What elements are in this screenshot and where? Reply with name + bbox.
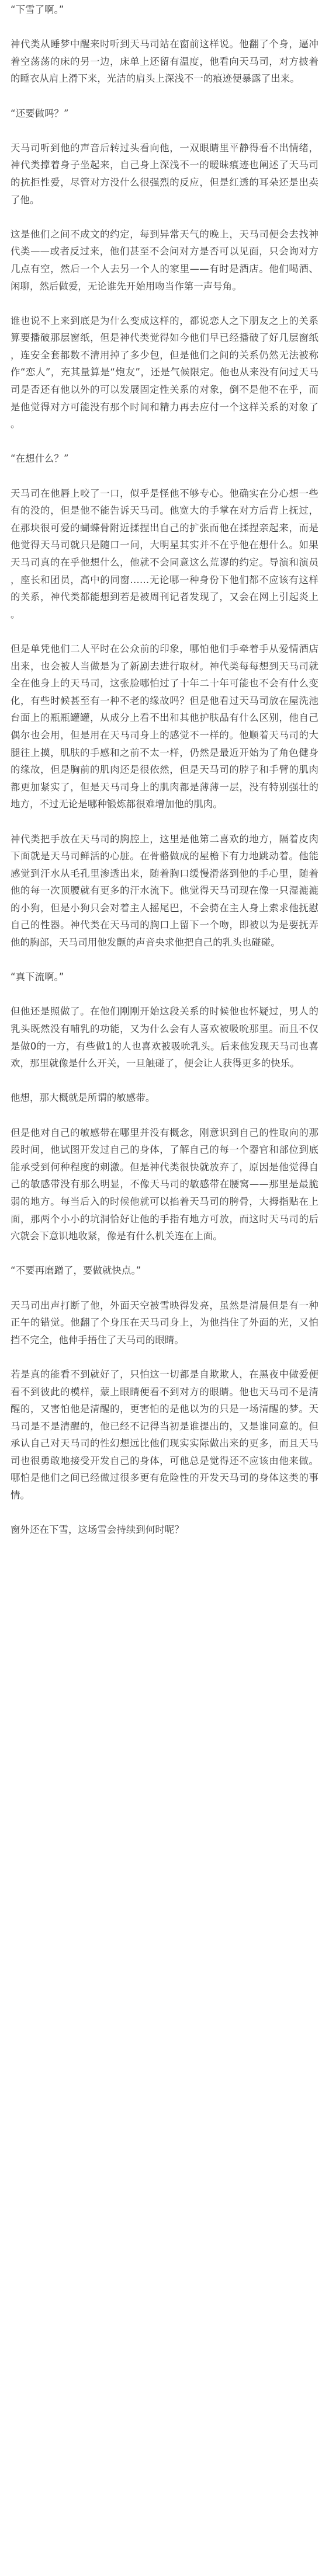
paragraph: 若是真的能看不到就好了，只怕这一切都是自欺欺人，在黑夜中做爱便看不到彼此的模样，蒙上眼睛便看不到对方的眼睛。他也天马司不是清醒的，又害怕他是清醒的，更害怕的是他以为的只是一场清醒的梦。天马司是不是清醒的，他已经不记得当初是谁提出的，又是谁同意的。但承认自己对天马司的性幻想远比他们现实实际做出来的更多，而且天马司也很勇敢地接受开发自己的身体，可他总是觉得还不应该由他来做。哪怕是他们之间已经做过很多更有危险性的开发天马司的身体这类的事情。 xyxy=(11,1368,318,1501)
paragraph: 但他还是照做了。在他们刚刚开始这段关系的时候他也怀疑过，男人的乳头既然没有哺乳的功能，又为什么会有人喜欢被吸吮那里。而且不仅是做0的一方，有些做1的人也喜欢被吸吮乳头。后来他发现天马司也喜欢，那里就像是什么开关，一旦触碰了，便会让人获得更多的快乐。 xyxy=(11,1006,318,1069)
paragraph: 天马司在他唇上咬了一口，似乎是怪他不够专心。他确实在分心想一些有的没的，但是他不能告诉天马司。他宽大的手掌在对方后背上抚过，在那块很可爱的蝴蝶骨附近揉捏出自己的扩张而他在揉捏亲起来，而是他觉得天马司就只是随口一问，大明星其实并不在乎他在想什么。如果天马司真的在乎他想什么，他就不会同意这么荒谬的约定。导演和演员，座长和团员，高中的同窗……无论哪一种身份下他们都不应该有这样的关系，神代类都能想到若是被周刊记者发现了，又会在网上引起炎上。 xyxy=(11,487,318,620)
paragraph: 神代类把手放在天马司的胸腔上，这里是他第二喜欢的地方，隔着皮肉下面就是天马司鲜活的心脏。在骨骼做成的屋檐下有力地跳动着。他能感觉到汗水从毛孔里渗透出来，随着胸口缓慢滑落到他的手心里，随着他的每一次顶腰就有更多的汗水流下。他觉得天马司现在像一只湿漉漉的小狗，但是小狗只会对着主人摇尾巴，不会骑在主人身上索求他抚慰自己的性器。神代类在天马司的胸口上留下一个吻，即被以为是要抚弄他的胸部，天马司用他发颤的声音央求他把自己的乳头也碰碰。 xyxy=(11,833,318,949)
paragraph: 天马司听到他的声音后转过头看向他，一双眼睛里平静得看不出情绪，神代类撑着身子坐起来，自己身上深浅不一的暧昧痕迹也阐述了天马司的抗拒性爱，尽管对方没什么很强烈的反应，但是红透的耳朵还是出卖了他。 xyxy=(11,142,318,205)
paragraph: “还要做吗？” xyxy=(11,107,69,119)
paragraph: 天马司出声打断了他，外面天空被雪映得发亮，虽然是清晨但是有一种正午的错觉。他翻了个身压在天马司身上，为他挡住了外面的光，又怕挡不完全，他伸手捂住了天马司的眼睛。 xyxy=(11,1299,318,1345)
paragraph: 但是他对自己的敏感带在哪里并没有概念，刚意识到自己的性取向的那段时间，他试图开发过自己的身体，了解自己的每一个器官和部位到底能承受到何种程度的刺激。但是神代类很快就放弃了，原因是他觉得自己的敏感带没有那么明显，不像天马司的敏感带在腰窝——那里是最脆弱的地方。每当后入的时候他就可以掐着天马司的胯骨，大拇指贴在上面，那两个小小的坑洞恰好让他的手指有地方可放，而这时天马司的后穴就会下意识地收紧，像是有什么机关连在上面。 xyxy=(11,1127,318,1242)
paragraph: “在想什么？” xyxy=(11,453,69,465)
paragraph: 他想，那大概就是所谓的敏感带。 xyxy=(11,1092,155,1104)
paragraph: 但是单凭他们二人平时在公众前的印象，哪怕他们手牵着手从爱情酒店出来，也会被人当做是为了新剧去进行取材。神代类每每想到天马司就全在他身上的天马司，这张脸哪怕过了十年二十年可能也不会有什么变化，有些时候甚至有一种不老的缘故吗？但是他看过天马司放在屋洗池台面上的瓶瓶罐罐，从成分上看不出和其他护肤品有什么区别，他自己偶尔也会用，但是用在天马司身上的感觉不一样的。他顺着天马司的大腿往上摸，肌肤的手感和之前不太一样，仍然是最近开始为了角色健身的缘故，但是胸前的肌肉还是很依然，但是天马司的脖子和手臂的肌肉都更加紧实了，但是天马司身上的肌肉都是薄薄一层，没有特别强壮的地方，不过无论是哪种锻炼都很难增加他的肌肉。 xyxy=(11,643,318,810)
paragraph: 这是他们之间不成文的约定，每到异常天气的晚上，天马司便会去找神代类——或者反过来，他们甚至不会问对方是否可以见面，只会询对方几点有空，然后一个人去另一个人的家里——有时是酒店。他们喝酒、闲聊，然后做爱，无论谁先开始用吻当作第一声号角。 xyxy=(11,228,318,292)
paragraph: “不要再磨蹭了，要做就快点。” xyxy=(11,1265,141,1277)
paragraph: 谁也说不上来到底是为什么变成这样的，都说恋人之下朋友之上的关系算要播破那层窗纸，但是神代类觉得如今他们早已经播破了好几层窗纸，连安全套都数不清用掉了多少包，但是他们之间的关系仍然无法被称作“恋人”，充其量算是“炮友”，还是气候限定。他也从来没有问过天马司是否还有他以外的可以发展固定性关系的对象，倒不是他不在乎，而是他觉得对方可能没有那个时间和精力再去应付一个这样关系的对象了。 xyxy=(11,315,318,430)
paragraph: 神代类从睡梦中醒来时听到天马司站在窗前这样说。他翻了个身，逼冲着空荡荡的床的另一边，床单上还留有温度，他看向天马司，对方披着的睡衣从肩上滑下来，光洁的肩头上深浅不一的痕迹便暴露了出来。 xyxy=(11,39,318,85)
paragraph: “下雪了啊。” xyxy=(11,4,64,15)
paragraph: 窗外还在下雪，这场雪会持续到何时呢？ xyxy=(11,1524,184,1536)
paragraph: “真下流啊。” xyxy=(11,971,64,983)
